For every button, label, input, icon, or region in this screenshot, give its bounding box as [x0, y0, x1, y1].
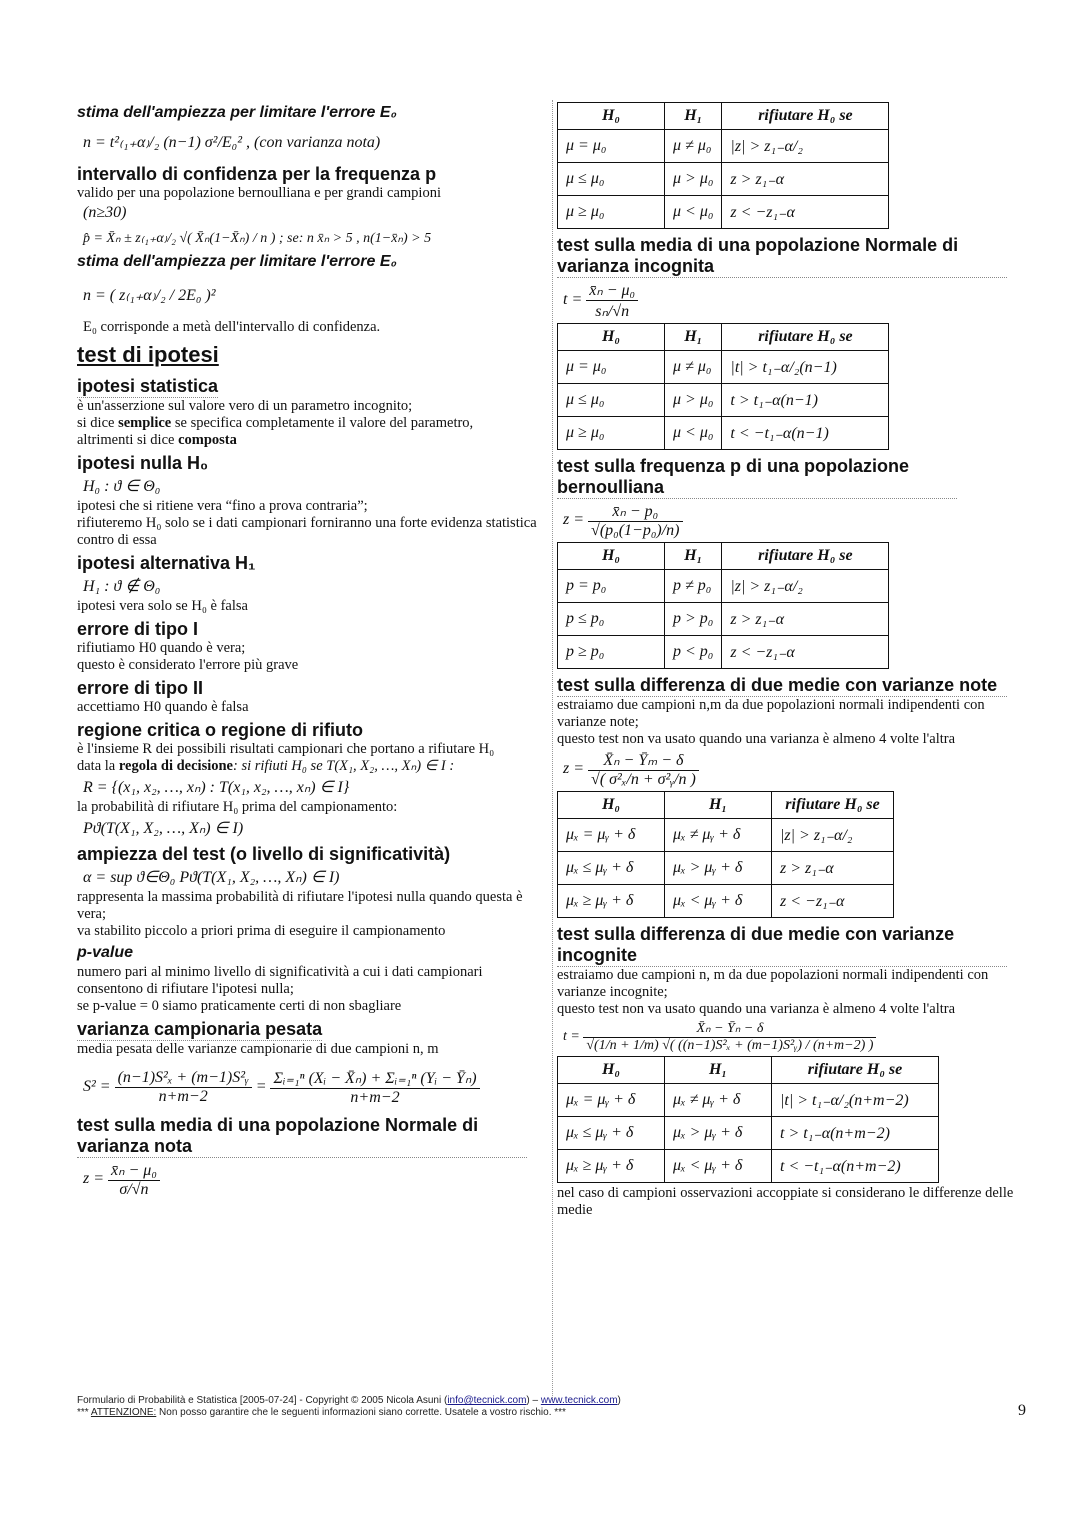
table-row: μₓ = μᵧ + δ μₓ ≠ μᵧ + δ |t| > t₁₋α/₂(n+m−2) [558, 1084, 939, 1117]
column-divider [552, 100, 553, 1400]
table-row: p ≤ p₀ p > p₀ z > z₁₋α [558, 603, 889, 636]
reg-text3: la probabilità di rifiutare H₀ prima del campionamento: [77, 799, 398, 815]
ipotesi-heading: ipotesi statistica [77, 376, 219, 396]
pval-text1: numero pari al minimo livello di significatività a cui i dati campionari consentono di rifiutare l'ipotesi nulla; [77, 964, 483, 997]
err1-text1: rifiutiamo H0 quando è vera; [77, 640, 246, 656]
test-table-4: H₀ H₁ rifiutare H₀ se μₓ = μᵧ + δ μₓ ≠ μᵧ + δ |z| > z₁₋α/₂ μₓ ≤ μᵧ + δ μₓ > μᵧ + δ z > z₁₋α μₓ ≥ μᵧ + δ μₓ < μᵧ + δ z < −z₁₋α [557, 791, 894, 918]
amp-heading: ampiezza del test (o livello di significatività) [77, 844, 451, 864]
freq-test-formula: z = $\frac{\text{x̄ₙ − p₀}}{\text{√(p₀(1−p₀)/n)}}$ [563, 501, 1027, 540]
stima1-formula: n = t²₍₁₊α₎/₂ (n−1) σ²/E₀² , (con varianza nota) [83, 134, 381, 151]
table-row: μ ≥ μ₀ μ < μ₀ t < −t₁₋α(n−1) [558, 417, 889, 450]
pval-text2: se p-value = 0 siamo praticamente certi di non sbagliare [77, 998, 402, 1014]
freq-cond: (n≥30) [83, 204, 127, 221]
site-link[interactable]: www.tecnick.com [540, 1395, 618, 1406]
inc-formula: t = $\frac{\text{x̄ₙ − μ₀}}{\text{sₙ/√n}}$ [563, 280, 1027, 321]
nulla-text1: ipotesi che si ritiene vera “fino a prova contraria”; [77, 498, 368, 514]
nulla-heading: ipotesi nulla H₀ [77, 453, 209, 473]
nulla-formula: H₀ : ϑ ∈ Θ₀ [83, 478, 161, 495]
freq-test-heading: test sulla frequenza p di una popolazione bernoulliana [557, 456, 957, 499]
left-column [77, 100, 547, 1201]
table-row: μ = μ₀ μ ≠ μ₀ |z| > z₁₋α/₂ [558, 130, 889, 163]
table-row: μₓ ≤ μᵧ + δ μₓ > μᵧ + δ t > t₁₋α(n+m−2) [558, 1117, 939, 1150]
media-formula: z = $\frac{\text{x̄ₙ − μ₀}}{\sigma/√n}$ [83, 1160, 547, 1199]
err2-heading: errore di tipo II [77, 678, 204, 698]
diff-text2: questo test non va usato quando una varianza è almeno 4 volte l'altra [557, 731, 956, 747]
stima1-heading: stima dell'ampiezza per limitare l'errore E₀ [77, 104, 397, 121]
amp-formula: α = sup ϑ∈Θ₀ Pϑ(T(X₁, X₂, …, Xₙ) ∈ I) [83, 869, 340, 886]
err1-text2: questo è considerato l'errore più grave [77, 657, 299, 673]
footer-line2: *** ATTENZIONE: Non posso garantire che le seguenti informazioni siano corrette. Usatele a vostro rischio. *** [77, 1407, 566, 1418]
test-table-2: H₀ H₁ rifiutare H₀ se μ = μ₀ μ ≠ μ₀ |t| > t₁₋α/₂(n−1) μ ≤ μ₀ μ > μ₀ t > t₁₋α(n−1) μ ≥ μ₀ μ < μ₀ t < −t₁₋α(n−1) [557, 323, 889, 450]
right-column [557, 100, 1027, 1219]
reg-heading: regione critica o regione di rifiuto [77, 720, 364, 740]
test-table-3: H₀ H₁ rifiutare H₀ se p = p₀ p ≠ p₀ |z| > z₁₋α/₂ p ≤ p₀ p > p₀ z > z₁₋α p ≥ p₀ p < p₀ z < −z₁₋α [557, 542, 889, 669]
reg-formula: R = {(x₁, x₂, …, xₙ) : T(x₁, x₂, …, xₙ) ∈ I} [83, 779, 350, 796]
reg-text1: è l'insieme R dei possibili risultati campionari che portano a rifiutare H₀ [77, 741, 495, 757]
inc-heading: test sulla media di una popolazione Normale di varianza incognita [557, 235, 1007, 278]
table-row: μₓ ≥ μᵧ + δ μₓ < μᵧ + δ t < −t₁₋α(n+m−2) [558, 1150, 939, 1183]
diff2-text1: estraiamo due campioni n, m da due popolazioni normali indipendenti con varianze incognite; [557, 967, 989, 1000]
freq-heading: intervallo di confidenza per la frequenza p [77, 164, 437, 184]
table-row: μₓ = μᵧ + δ μₓ ≠ μᵧ + δ |z| > z₁₋α/₂ [558, 819, 894, 852]
nulla-text2: rifiuteremo H₀ solo se i dati campionari forniranno una forte evidenza statistica contro di essa [77, 515, 537, 548]
table-row: μ ≤ μ₀ μ > μ₀ z > z₁₋α [558, 163, 889, 196]
amp-text2: va stabilito piccolo a priori prima di eseguire il campionamento [77, 923, 446, 939]
alt-heading: ipotesi alternativa H₁ [77, 553, 256, 573]
final-note: nel caso di campioni osservazioni accoppiate si considerano le differenze delle medie [557, 1185, 1014, 1218]
table-row: μ ≥ μ₀ μ < μ₀ z < −z₁₋α [558, 196, 889, 229]
var-formula: S² = $\frac{\text{(n−1)S²ₓ + (m−1)S²ᵧ}}{n+m-2}$ = $\frac{\text{Σᵢ₌₁ⁿ (Xᵢ − X̄ₙ) + Σᵢ₌₁ⁿ (Yᵢ − Ȳₙ)}}{n+m-2}$ [83, 1068, 547, 1107]
footer [77, 1395, 621, 1419]
test-table-1: H₀ H₁ rifiutare H₀ se μ = μ₀ μ ≠ μ₀ |z| > z₁₋α/₂ μ ≤ μ₀ μ > μ₀ z > z₁₋α μ ≥ μ₀ μ < μ₀ z < −z₁₋α [557, 102, 889, 229]
pval-heading: p-value [77, 944, 134, 961]
alt-text: ipotesi vera solo se H₀ è falsa [77, 598, 248, 614]
stima2-formula: n = ( z₍₁₊α₎/₂ / 2E₀ )² [83, 287, 216, 304]
diff-heading: test sulla differenza di due medie con varianze note [557, 675, 1007, 697]
table-row: μ ≤ μ₀ μ > μ₀ t > t₁₋α(n−1) [558, 384, 889, 417]
diff-text1: estraiamo due campioni n,m da due popolazioni normali indipendenti con varianze note; [557, 697, 985, 730]
err2-text: accettiamo H0 quando è falsa [77, 699, 249, 715]
var-heading: varianza campionaria pesata [77, 1019, 323, 1039]
stima2-heading: stima dell'ampiezza per limitare l'errore E₀ [77, 253, 397, 270]
diff2-heading: test sulla differenza di due medie con varianze incognite [557, 924, 1007, 967]
reg-text2: data la regola di decisione: si rifiuti H₀ se T(X₁, X₂, …, Xₙ) ∈ I : [77, 758, 455, 774]
table-row: p = p₀ p ≠ p₀ |z| > z₁₋α/₂ [558, 570, 889, 603]
media-heading: test sulla media di una popolazione Normale di varianza nota [77, 1115, 527, 1158]
var-text: media pesata delle varianze campionarie di due campioni n, m [77, 1041, 439, 1057]
freq-formula: p̂ = X̄ₙ ± z₍₁₊α₎/₂ √( X̄ₙ(1−X̄ₙ) / n ) ; se: n x̄ₙ > 5 , n(1−x̄ₙ) > 5 [83, 231, 432, 246]
ipotesi-text3: altrimenti si dice composta [77, 432, 237, 448]
ipotesi-text2: si dice semplice se specifica completamente il valore del parametro, [77, 415, 474, 431]
err1-heading: errore di tipo I [77, 619, 199, 639]
table-row: p ≥ p₀ p < p₀ z < −z₁₋α [558, 636, 889, 669]
footer-line1: Formulario di Probabilità e Statistica [2005-07-24] - Copyright © 2005 Nicola Asuni (info@tecnick.com) – www.tecnick.com) [77, 1395, 621, 1406]
page-number: 9 [1018, 1402, 1026, 1419]
diff2-formula: t = $\frac{\text{X̄ₙ − Ȳₙ − δ}}{\text{√(1/n + 1/m) √( ((n−1)S²ₓ + (m−1)S²ᵧ) / (n+m−2) )}}$ [563, 1020, 1027, 1054]
table-row: μₓ ≤ μᵧ + δ μₓ > μᵧ + δ z > z₁₋α [558, 852, 894, 885]
freq-text: valido per una popolazione bernoulliana e per grandi campioni [77, 185, 441, 201]
ipotesi-text1: è un'asserzione sul valore vero di un parametro incognito; [77, 398, 413, 414]
email-link[interactable]: info@tecnick.com [447, 1395, 527, 1406]
test-table-5: H₀ H₁ rifiutare H₀ se μₓ = μᵧ + δ μₓ ≠ μᵧ + δ |t| > t₁₋α/₂(n+m−2) μₓ ≤ μᵧ + δ μₓ > μᵧ + δ t > t₁₋α(n+m−2) μₓ ≥ μᵧ + δ μₓ < μᵧ + δ t < −t₁₋α(n+m−2) [557, 1056, 939, 1183]
stima2-note: E₀ corrisponde a metà dell'intervallo di confidenza. [83, 319, 381, 335]
diff2-text2: questo test non va usato quando una varianza è almeno 4 volte l'altra [557, 1001, 956, 1017]
reg-formula2: Pϑ(T(X₁, X₂, …, Xₙ) ∈ I) [83, 820, 244, 837]
diff-formula: z = $\frac{\text{X̄ₙ − Ȳₘ − δ}}{\text{√( σ²ₓ/n + σ²ᵧ/n )}}$ [563, 750, 1027, 789]
table-row: μₓ ≥ μᵧ + δ μₓ < μᵧ + δ z < −z₁₋α [558, 885, 894, 918]
amp-text1: rappresenta la massima probabilità di rifiutare l'ipotesi nulla quando questa è vera; [77, 889, 523, 922]
test-title: test di ipotesi [77, 342, 219, 367]
table-row: μ = μ₀ μ ≠ μ₀ |t| > t₁₋α/₂(n−1) [558, 351, 889, 384]
alt-formula: H₁ : ϑ ∉ Θ₀ [83, 578, 161, 595]
